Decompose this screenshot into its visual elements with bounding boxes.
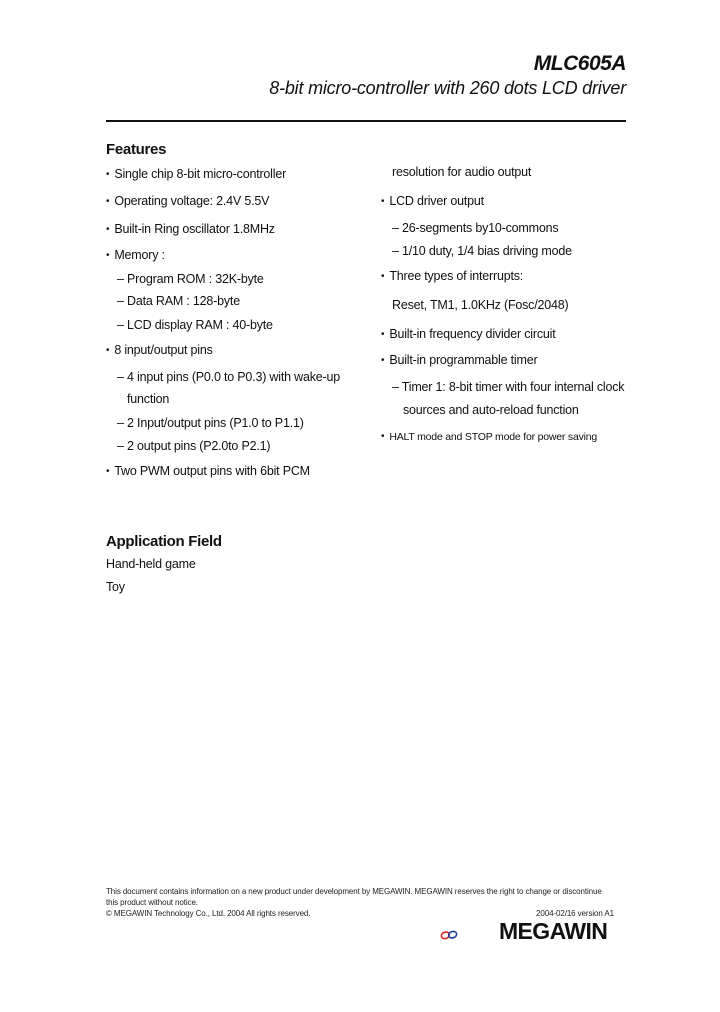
megawin-logo-text: MEGAWIN bbox=[499, 918, 608, 944]
application-heading: Application Field bbox=[106, 533, 222, 550]
document-title: MLC605A bbox=[533, 52, 626, 75]
feature-operating-voltage: • Operating voltage: 2.4V 5.5V bbox=[106, 194, 269, 208]
feature-memory: • Memory : bbox=[106, 248, 165, 262]
document-subtitle: 8-bit micro-controller with 260 dots LCD driver bbox=[269, 78, 626, 98]
feature-pwm: • Two PWM output pins with 6bit PCM bbox=[106, 464, 310, 478]
megawin-logo-icon bbox=[440, 918, 500, 952]
footer-version: 2004-02/16 version A1 bbox=[536, 909, 614, 918]
features-heading: Features bbox=[106, 141, 167, 158]
application-item: Toy bbox=[106, 580, 125, 594]
feature-halt-mode: • HALT mode and STOP mode for power saving bbox=[381, 431, 597, 443]
feature-freq-divider: • Built-in frequency divider circuit bbox=[381, 327, 556, 341]
feature-single-chip: • Single chip 8-bit micro-controller bbox=[106, 167, 286, 181]
feature-input-pins-cont: function bbox=[127, 392, 170, 406]
footer-copyright: © MEGAWIN Technology Co., Ltd. 2004 All rights reserved. bbox=[106, 909, 311, 918]
feature-timer: • Built-in programmable timer bbox=[381, 353, 537, 367]
feature-interrupt-list: Reset, TM1, 1.0KHz (Fosc/2048) bbox=[392, 298, 569, 312]
feature-lcd-ram: – LCD display RAM : 40-byte bbox=[117, 318, 273, 332]
footer-notice-cont: this product without notice. bbox=[106, 898, 198, 907]
feature-data-ram: – Data RAM : 128-byte bbox=[117, 294, 240, 308]
footer-notice: This document contains information on a new product under development by MEGAWIN. MEGAWIN reserves the right to change or discontinue bbox=[106, 887, 602, 896]
feature-program-rom: – Program ROM : 32K-byte bbox=[117, 272, 264, 286]
feature-timer1: – Timer 1: 8-bit timer with four internal clock bbox=[392, 380, 625, 394]
feature-duty: – 1/10 duty, 1/4 bias driving mode bbox=[392, 244, 572, 258]
feature-io-pins-p1: – 2 Input/output pins (P1.0 to P1.1) bbox=[117, 416, 304, 430]
feature-input-pins: – 4 input pins (P0.0 to P0.3) with wake-up bbox=[117, 370, 340, 384]
feature-interrupts: • Three types of interrupts: bbox=[381, 269, 523, 283]
feature-lcd-driver: • LCD driver output bbox=[381, 194, 484, 208]
feature-output-pins: – 2 output pins (P2.0to P2.1) bbox=[117, 439, 271, 453]
feature-pwm-cont: resolution for audio output bbox=[392, 165, 532, 179]
application-item: Hand-held game bbox=[106, 557, 196, 571]
feature-ring-oscillator: • Built-in Ring oscillator 1.8MHz bbox=[106, 222, 275, 236]
feature-io-pins: • 8 input/output pins bbox=[106, 343, 213, 357]
feature-segments: – 26-segments by10-commons bbox=[392, 221, 559, 235]
feature-timer1-cont: sources and auto-reload function bbox=[403, 403, 579, 417]
header-divider bbox=[106, 120, 626, 122]
